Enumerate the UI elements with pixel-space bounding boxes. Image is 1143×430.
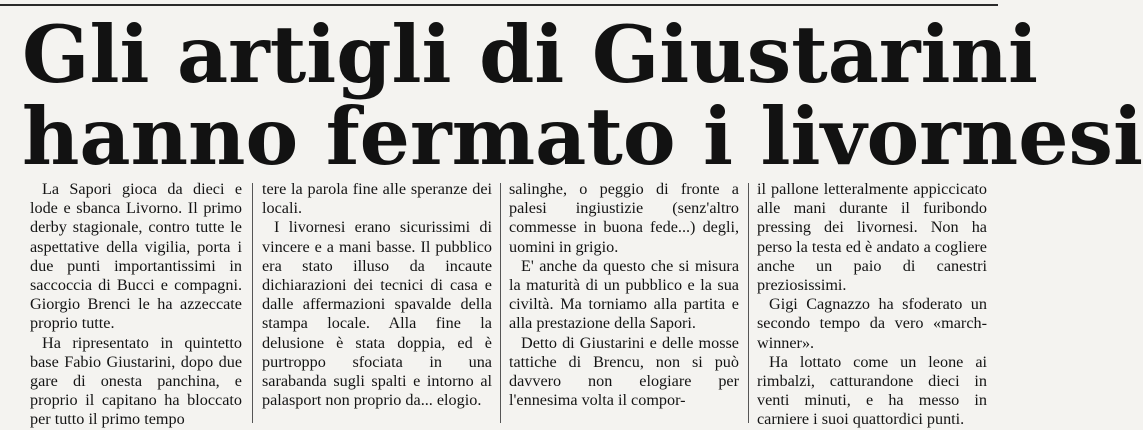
paragraph: il pallone letteralmente appiccicato alle mani durante il furibondo pressing dei livornesi. Non ha perso la testa ed è andato a cogliere anche un paio di canestri preziosissimi.: [757, 180, 987, 295]
column-divider: [252, 183, 253, 423]
column-4: [757, 180, 987, 430]
column-1: [30, 180, 242, 430]
paragraph: Gigi Cagnazzo ha sfoderato un secondo tempo da vero «march-winner».: [757, 295, 987, 352]
paragraph: Detto di Giustarini e delle mosse tattiche di Brencu, non si può davvero non elogiare per l'ennesima volta il compor-: [509, 333, 739, 410]
paragraph: tere la parola fine alle speranze dei locali.: [262, 180, 492, 218]
top-rule: [0, 4, 998, 6]
paragraph: La Sapori gioca da dieci e lode e sbanca Livorno. Il primo derby stagionale, contro tutte le aspettative della vigilia, porta i due punti importantissimi in saccoccia di Bucci e compagni. Giorgio Brenci le ha azzeccate proprio tutte.: [30, 180, 242, 333]
paragraph: I livornesi erano sicurissimi di vincere e a mani basse. Il pubblico era stato illuso da incaute dichiarazioni dei tecnici di casa e dalle affermazioni spavalde della stampa locale. Alla fine la delusione è stata doppia, ed è purtroppo sfociata in una sarabanda sugli spalti e intorno al palasport non proprio da... elogio.: [262, 218, 492, 410]
column-divider: [748, 183, 749, 423]
column-3: [509, 180, 739, 410]
column-divider: [500, 183, 501, 423]
column-2: [262, 180, 492, 410]
article-body: [0, 180, 998, 429]
paragraph: Ha ripresentato in quintetto base Fabio Giustarini, dopo due gare di onesta panchina, e proprio il capitano ha bloccato per tutto il primo tempo: [30, 333, 242, 429]
paragraph: Ha lottato come un leone ai rimbalzi, catturandone dieci in venti minuti, e ha messo in carniere i suoi quattordici punti.: [757, 352, 987, 429]
paragraph: E' anche da questo che si misura la maturità di un pubblico e la sua civiltà. Ma torniamo alla partita e alla prestazione della Sapori.: [509, 256, 739, 333]
headline-line-2: hanno fermato i livornesi: [22, 90, 1143, 183]
headline: [22, 8, 1143, 183]
headline-line-1: Gli artigli di Giustarini: [22, 8, 1038, 101]
paragraph: salinghe, o peggio di fronte a palesi ingiustizie (senz'altro commesse in buona fede...) degli, uomini in grigio.: [509, 180, 739, 256]
